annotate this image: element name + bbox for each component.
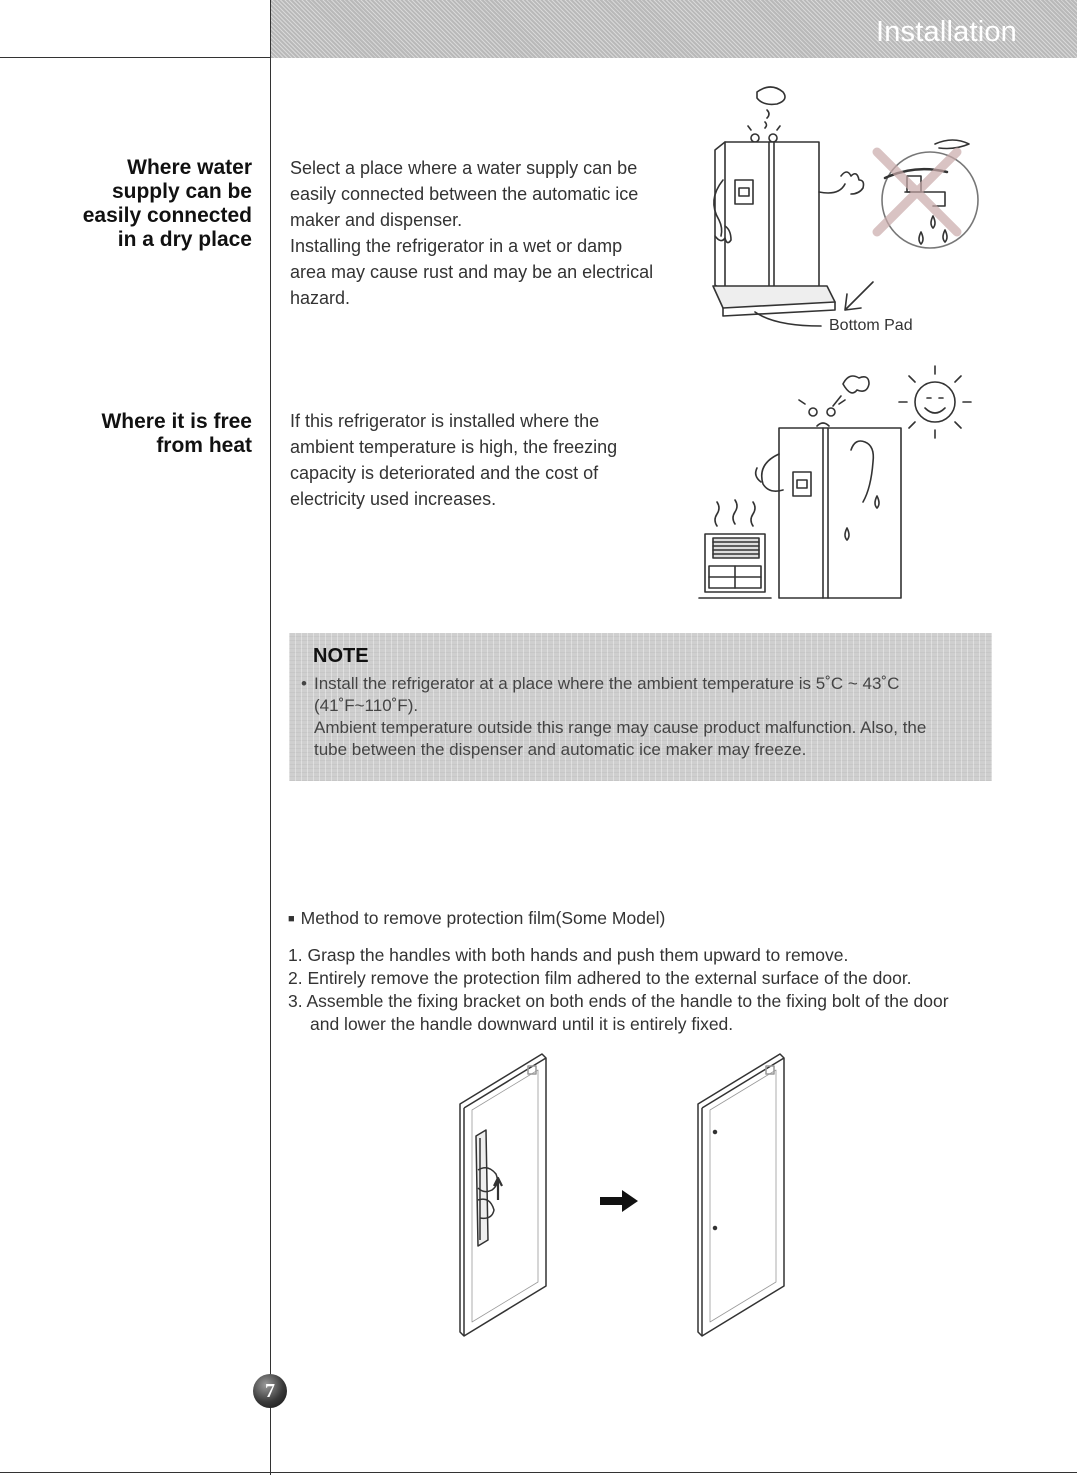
note-box — [289, 633, 992, 781]
door-with-handle-illustration — [450, 1050, 560, 1340]
body-line: maker and dispenser. — [290, 210, 463, 230]
heading-line: from heat — [156, 434, 252, 457]
note-line: Ambient temperature outside this range may cause product malfunction. Also, the — [314, 718, 927, 737]
body-line: easily connected between the automatic ice — [290, 184, 639, 204]
note-line: Install the refrigerator at a place where the ambient temperature is 5˚C ~ 43˚C — [314, 674, 900, 693]
method-steps — [288, 944, 1018, 1036]
method-title — [288, 907, 665, 931]
body-line: hazard. — [290, 288, 351, 308]
body-line: Select a place where a water supply can be — [290, 158, 638, 178]
body-line: ambient temperature is high, the freezing — [290, 437, 618, 457]
heading-line: in a dry place — [117, 228, 252, 251]
note-title: NOTE — [313, 645, 369, 667]
refrigerator-heater-sun-illustration — [695, 360, 985, 605]
method-title-text: Method to remove protection film(Some Model) — [300, 908, 666, 928]
note-text — [301, 673, 971, 761]
body-line: area may cause rust and may be an electrical — [290, 262, 654, 282]
heading-line: supply can be — [111, 180, 252, 203]
bottom-pad-label: Bottom Pad — [829, 317, 913, 334]
section-heading-water-supply — [12, 156, 252, 252]
method-step: 1. Grasp the handles with both hands and push them upward to remove. — [288, 945, 849, 965]
page-number-badge: 7 — [253, 1374, 287, 1408]
arrow-right-icon — [598, 1188, 640, 1214]
header-rule — [0, 57, 270, 58]
note-line: (41˚F~110˚F). — [314, 696, 419, 715]
body-line: electricity used increases. — [290, 489, 497, 509]
method-step: 2. Entirely remove the protection film adhered to the external surface of the door. — [288, 968, 912, 988]
bullet-icon: • — [301, 674, 307, 693]
margin-rule — [270, 0, 271, 1475]
section-heading-free-from-heat — [12, 410, 252, 458]
heading-line: easily connected — [82, 204, 252, 227]
method-step: 3. Assemble the fixing bracket on both ends of the handle to the fixing bolt of the door — [288, 991, 949, 1011]
body-line: If this refrigerator is installed where the — [290, 411, 600, 431]
header-band — [270, 0, 1077, 58]
section-body-free-from-heat — [290, 408, 670, 512]
footer-rule — [0, 1472, 1077, 1473]
square-bullet-icon: ■ — [288, 913, 295, 925]
section-body-water-supply — [290, 155, 670, 311]
method-step-continuation: and lower the handle downward until it is entirely fixed. — [310, 1014, 734, 1034]
body-line: capacity is deteriorated and the cost of — [290, 463, 599, 483]
body-line: Installing the refrigerator in a wet or damp — [290, 236, 623, 256]
refrigerator-faucet-illustration — [695, 80, 995, 330]
page-title: Installation — [875, 16, 1017, 48]
heading-line: Where it is free — [101, 410, 252, 433]
door-without-handle-illustration — [688, 1050, 798, 1340]
note-line: tube between the dispenser and automatic ice maker may freeze. — [314, 740, 807, 759]
heading-line: Where water — [127, 156, 252, 179]
